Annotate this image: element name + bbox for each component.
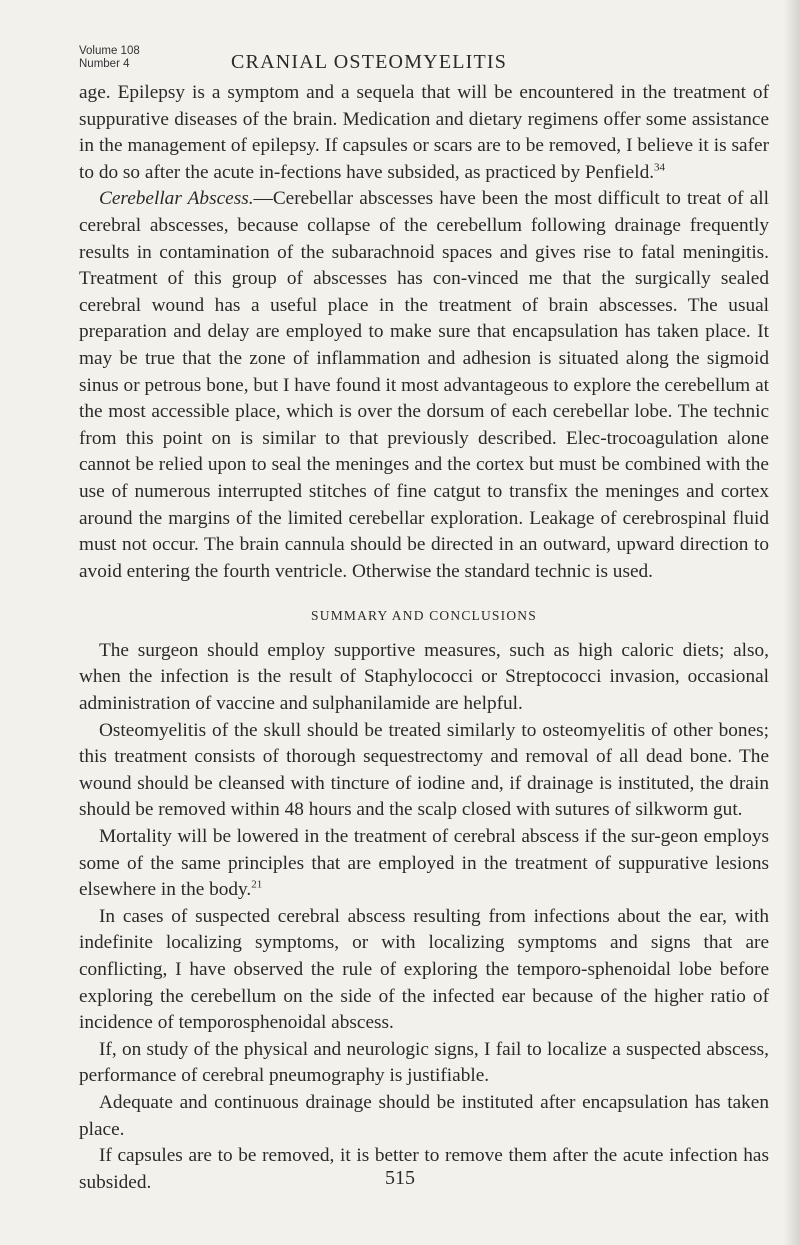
paragraph-text: age. Epilepsy is a symptom and a sequela that will be encountered in the treatment of suppurative diseases of the brain. Medication and dietary regimens offer some assistance in the management of epilepsy. If capsules or scars are to be removed, I believe it is safer to do so after the acute in-fections have subsided, as practiced by Penfield. <box>79 82 769 183</box>
paragraph-mortality <box>79 824 769 904</box>
paragraph-text: —Cerebellar abscesses have been the most difficult to treat of all cerebral abscesses, because collapse of the cerebellum following drainage frequently results in contamination of the subarachnoid spaces and gives rise to fatal meningitis. Treatment of this group of abscesses has con-vinced me that the surgically sealed cerebral wound has a useful place in the treatment of brain abscesses. The usual preparation and delay are employed to make sure that encapsulation has taken place. It may be true that the zone of inflammation and adhesion is situated along the sigmoid sinus or petrous bone, but I have found it most advantageous to explore the cerebellum at the most accessible place, which is over the dorsum of each cerebellar lobe. The technic from this point on is similar to that previously described. Elec-trocoagulation alone cannot be relied upon to seal the meninges and the cortex but must be combined with the use of numerous interrupted stitches of fine catgut to transfix the meninges and cortex around the margins of the limited cerebellar exploration. Leakage of cerebrospinal fluid must not occur. The brain cannula should be directed in an outward, upward direction to avoid entering the fourth ventricle. Otherwise the standard technic is used. <box>79 188 769 582</box>
volume-issue <box>79 45 140 71</box>
paragraph-capsules: If capsules are to be removed, it is better to remove them after the acute infection has subsided. <box>79 1145 769 1193</box>
paragraph-epilepsy <box>79 80 769 186</box>
paragraph-suspected-abscess: In cases of suspected cerebral abscess resulting from infections about the ear, with indefinite localizing symptoms, or with localizing symptoms and signs that are conflicting, I have observed the rule of exploring the temporo-sphenoidal lobe before exploring the cerebellum on the side of the infected ear because of the higher ratio of incidence of temporosphenoidal abscess. <box>79 905 769 1034</box>
issue-number-label: Number 4 <box>79 58 130 70</box>
page-edge-shadow <box>784 0 800 1245</box>
paragraph-cerebellar-abscess <box>79 186 769 585</box>
subsection-heading: Cerebellar Abscess. <box>99 188 254 210</box>
paragraph-text: Mortality will be lowered in the treatment of cerebral abscess if the sur-geon employs some of the same principles that are employed in the treatment of suppurative lesions elsewhere in the body. <box>79 826 769 901</box>
article-body <box>79 80 769 1196</box>
paragraph-osteomyelitis: Osteomyelitis of the skull should be treated similarly to osteomyelitis of other bones; this treatment consists of thorough sequestrectomy and removal of all dead bone. The wound should be cleansed with tincture of iodine and, if drainage is instituted, the drain should be removed within 48 hours and the scalp closed with sutures of silkworm gut. <box>79 719 769 821</box>
section-heading: SUMMARY AND CONCLUSIONS <box>311 608 537 624</box>
running-header <box>79 45 769 85</box>
paragraph-pneumography: If, on study of the physical and neurologic signs, I fail to localize a suspected abscess, performance of cerebral pneumography is justifiable. <box>79 1038 769 1087</box>
page-number: 515 <box>385 1167 415 1189</box>
reference-superscript: 21 <box>251 878 263 891</box>
paragraph-supportive-measures: The surgeon should employ supportive measures, such as high caloric diets; also, when the infection is the result of Staphylococci or Streptococci invasion, occasional administration of vaccine and sulphanilamide are helpful. <box>79 639 769 715</box>
reference-superscript: 34 <box>654 161 666 174</box>
paragraph-drainage: Adequate and continuous drainage should be instituted after encapsulation has taken place. <box>79 1091 769 1140</box>
running-title: CRANIAL OSTEOMYELITIS <box>231 51 508 73</box>
volume-label: Volume 108 <box>79 45 140 57</box>
